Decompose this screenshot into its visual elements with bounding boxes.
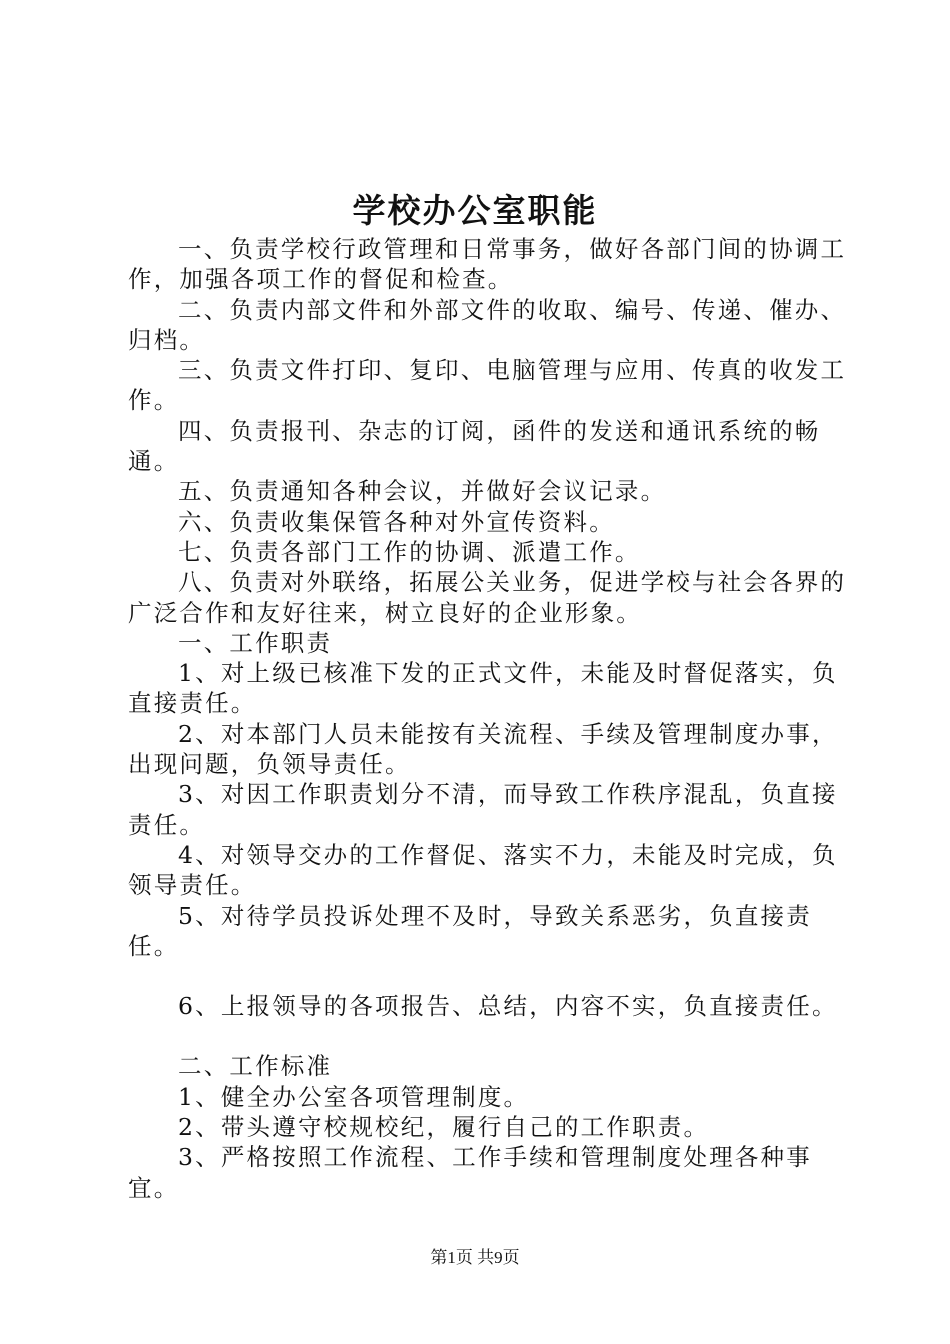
paragraph: 四、负责报刊、杂志的订阅，函件的发送和通讯系统的畅通。 xyxy=(128,416,821,476)
document-body xyxy=(128,234,853,1203)
paragraph: 三、负责文件打印、复印、电脑管理与应用、传真的收发工作。 xyxy=(128,356,847,415)
paragraph: 1、对上级已核准下发的正式文件，未能及时督促落实，负直接责任。 xyxy=(128,659,838,718)
blank-line xyxy=(128,1021,853,1051)
page-footer: 第1页 共9页 xyxy=(430,1248,520,1267)
paragraph: 1、健全办公室各项管理制度。 xyxy=(178,1082,530,1111)
paragraph: 二、负责内部文件和外部文件的收取、编号、传递、催办、归档。 xyxy=(128,295,847,354)
paragraph: 3、对因工作职责划分不清，而导致工作秩序混乱，负直接责任。 xyxy=(128,780,838,839)
paragraph: 4、对领导交办的工作督促、落实不力，未能及时完成，负领导责任。 xyxy=(128,840,838,900)
paragraph: 6、上报领导的各项报告、总结，内容不实，负直接责任。 xyxy=(178,992,838,1021)
blank-line xyxy=(128,961,853,991)
document-title: 学校办公室职能 xyxy=(352,191,598,230)
paragraph: 2、带头遵守校规校纪，履行自己的工作职责。 xyxy=(178,1113,710,1142)
paragraph: 八、负责对外联络，拓展公关业务，促进学校与社会各界的广泛合作和友好往来，树立良好的企业形象。 xyxy=(128,568,847,627)
paragraph: 3、严格按照工作流程、工作手续和管理制度处理各种事宜。 xyxy=(128,1143,812,1202)
paragraph: 五、负责通知各种会议，并做好会议记录。 xyxy=(178,477,667,506)
paragraph: 七、负责各部门工作的协调、派遣工作。 xyxy=(178,537,641,566)
section-heading: 一、工作职责 xyxy=(178,628,333,657)
section-heading: 二、工作标准 xyxy=(178,1052,333,1081)
paragraph: 5、对待学员投诉处理不及时，导致关系恶劣，负直接责任。 xyxy=(128,901,812,960)
paragraph: 一、负责学校行政管理和日常事务，做好各部门间的协调工作，加强各项工作的督促和检查。 xyxy=(128,235,847,294)
paragraph: 六、负责收集保管各种对外宣传资料。 xyxy=(178,507,615,536)
paragraph: 2、对本部门人员未能按有关流程、手续及管理制度办事，出现问题，负领导责任。 xyxy=(128,719,838,779)
